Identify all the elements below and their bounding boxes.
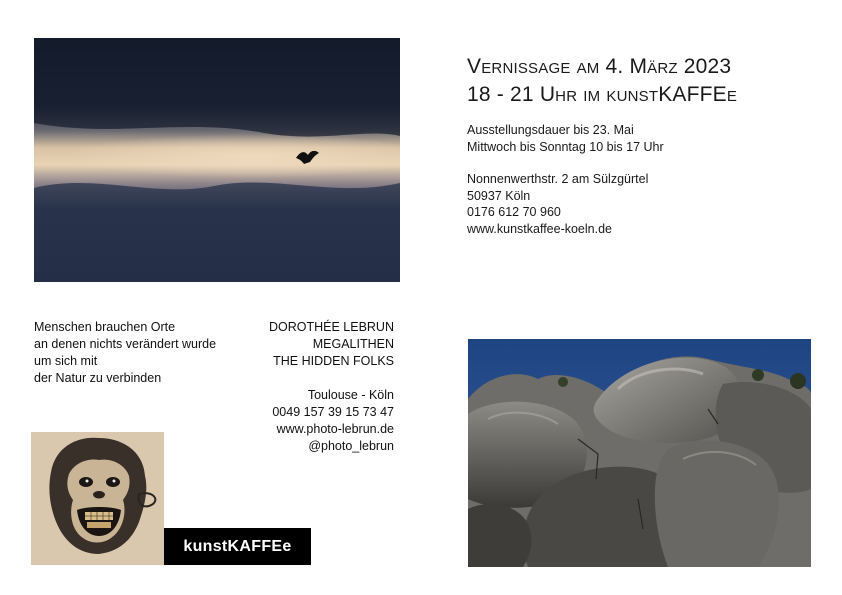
artist-website[interactable]: www.photo-lebrun.de	[276, 422, 394, 436]
tagline-line: an denen nichts verändert wurde	[34, 337, 217, 351]
project-title: THE HIDDEN FOLKS	[273, 354, 394, 368]
artist-location: Toulouse - Köln	[307, 388, 394, 402]
artist-phone: 0049 157 39 15 73 47	[272, 405, 394, 419]
opening-hours-line: Mittwoch bis Sonntag 10 bis 17 Uhr	[467, 139, 664, 154]
venue-phone: 0176 612 70 960	[467, 205, 561, 219]
venue-address	[467, 171, 648, 237]
tagline-line: um sich mit	[34, 354, 98, 368]
chimpanzee-drawing	[31, 432, 164, 565]
artist-name: DOROTHÉE LEBRUN	[268, 320, 394, 334]
event-heading	[467, 53, 827, 109]
street-line: Nonnenwerthstr. 2 am Sülzgürtel	[467, 172, 649, 186]
chimpanzee-drawing-graphic	[31, 432, 164, 565]
sky-photo-graphic	[34, 38, 400, 282]
city-line: 50937 Köln	[467, 188, 531, 203]
tagline-line: Menschen brauchen Orte	[34, 320, 176, 334]
duration-line: Ausstellungsdauer bis 23. Mai	[467, 123, 634, 137]
tagline-line: der Natur zu verbinden	[34, 371, 162, 385]
vernissage-time: 18 - 21 Uhr im kunstKAFFEe	[467, 83, 738, 106]
boulders-photo-graphic	[468, 339, 811, 567]
spacer	[240, 370, 394, 387]
kunstkaffee-logo: kunstKAFFEe	[164, 528, 311, 565]
vernissage-date: Vernissage am 4. März 2023	[467, 55, 732, 78]
sky-photo	[34, 38, 400, 282]
exhibition-duration	[467, 122, 664, 155]
artist-instagram[interactable]: @photo_lebrun	[308, 439, 394, 453]
tagline	[34, 319, 216, 387]
artist-info	[240, 319, 394, 455]
boulders-photo	[468, 339, 811, 567]
project-title: MEGALITHEN	[312, 337, 394, 351]
venue-website[interactable]: www.kunstkaffee-koeln.de	[467, 221, 612, 236]
